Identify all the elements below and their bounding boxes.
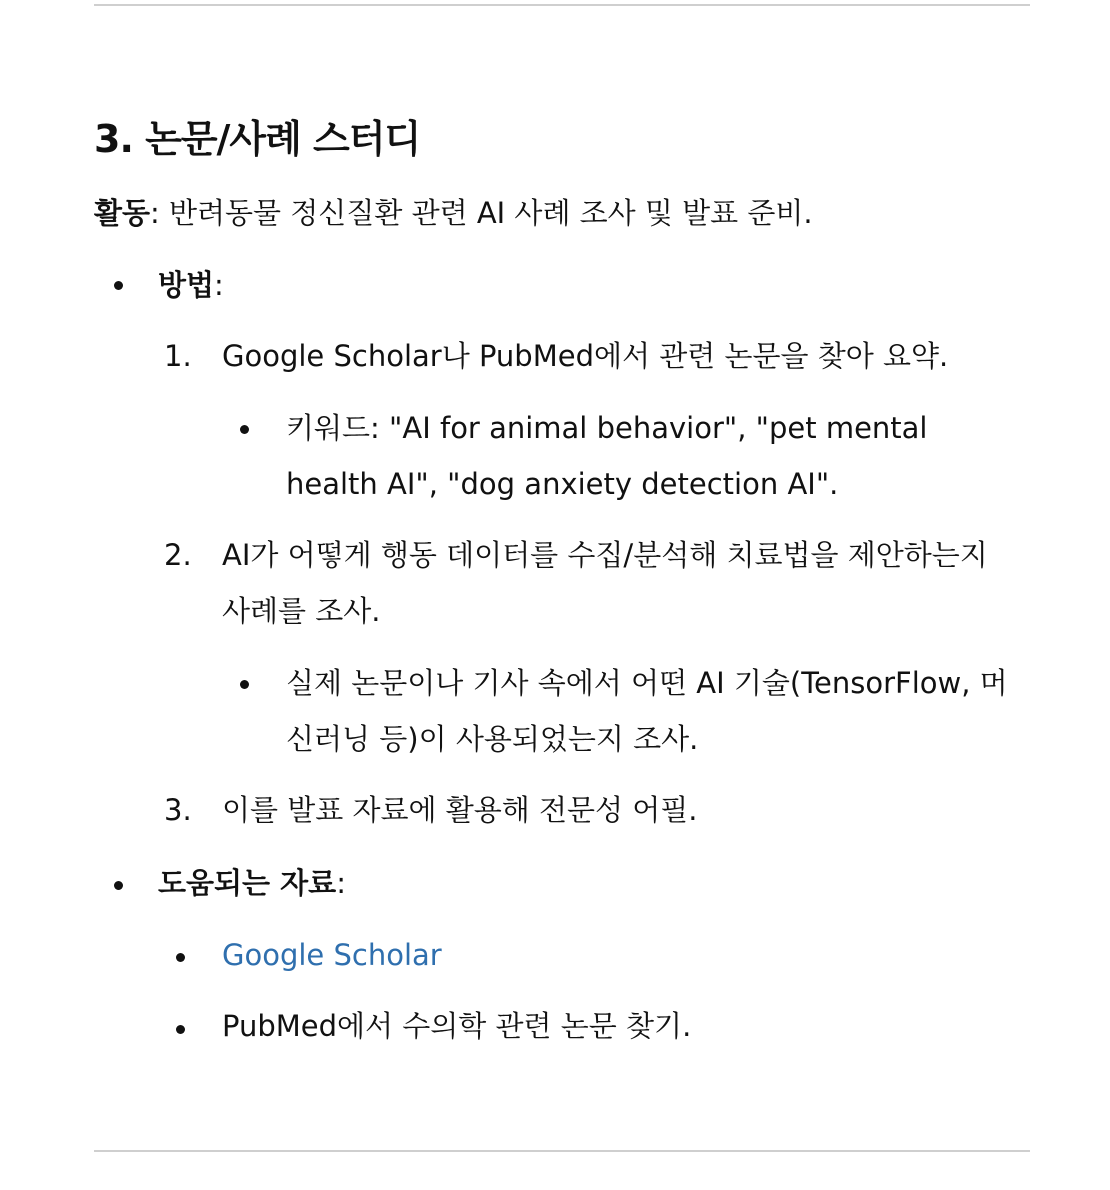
method-suffix: :: [214, 268, 224, 302]
activity-line: [94, 191, 813, 232]
google-scholar-link[interactable]: Google Scholar: [222, 938, 442, 972]
bullet-method: [114, 281, 123, 290]
step-2-number: 2.: [164, 538, 192, 572]
bottom-divider: [94, 1150, 1030, 1152]
step-2-sub-bullet: [240, 680, 249, 689]
bullet-resources: [114, 881, 123, 890]
resource-2-text: PubMed에서 수의학 관련 논문 찾기.: [222, 1009, 692, 1043]
step-1-number: 1.: [164, 339, 192, 373]
activity-label: 활동: [94, 196, 151, 230]
resource-2-bullet: [176, 1025, 185, 1034]
step-2-text: AI가 어떻게 행동 데이터를 수집/분석해 치료법을 제안하는지 사례를 조사.: [222, 538, 988, 628]
step-1-text: Google Scholar나 PubMed에서 관련 논문을 찾아 요약.: [222, 339, 949, 373]
resources-suffix: :: [336, 866, 346, 900]
step-1-sub-bullet: [240, 425, 249, 434]
top-divider: [94, 4, 1030, 6]
step-1-sub-text: 키워드: "AI for animal behavior", "pet mental health AI", "dog anxiety detection AI".: [286, 411, 928, 501]
step-3-number: 3.: [164, 793, 192, 827]
resources-heading: [158, 855, 346, 911]
activity-text: : 반려동물 정신질환 관련 AI 사례 조사 및 발표 준비.: [150, 196, 813, 230]
method-label: 방법: [158, 268, 215, 302]
step-3-text: 이를 발표 자료에 활용해 전문성 어필.: [222, 793, 698, 827]
section-title: 3. 논문/사례 스터디: [94, 117, 421, 161]
method-heading: [158, 257, 224, 313]
resource-1-bullet: [176, 953, 185, 962]
resources-label: 도움되는 자료: [158, 866, 337, 900]
step-2-sub-text: 실제 논문이나 기사 속에서 어떤 AI 기술(TensorFlow, 머신러닝 등)이 사용되었는지 조사.: [286, 666, 1008, 756]
